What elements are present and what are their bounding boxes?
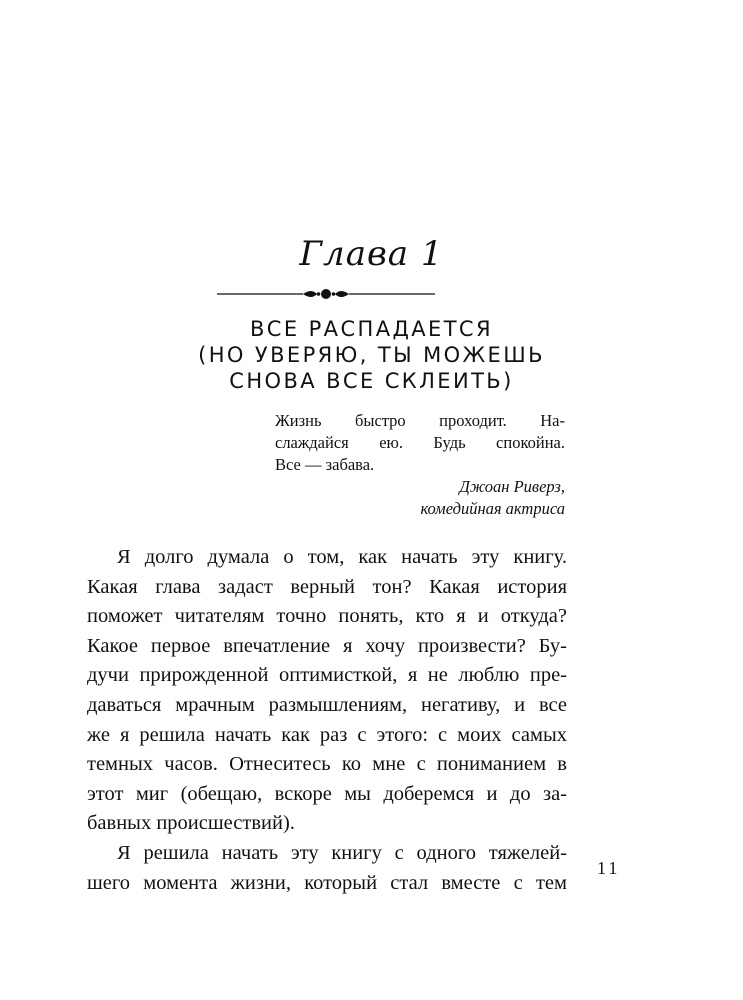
epigraph bbox=[275, 410, 565, 520]
chapter-label: Глава 1 bbox=[299, 234, 444, 274]
chapter-title bbox=[0, 316, 743, 394]
chapter-title-line: (НО УВЕРЯЮ, ТЫ МОЖЕШЬ bbox=[198, 343, 545, 367]
epigraph-quote-line: Жизнь быстро проходит. На- bbox=[275, 411, 565, 430]
chapter-title-line: ВСЕ РАСПАДАЕТСЯ bbox=[250, 317, 493, 341]
body-text bbox=[87, 543, 567, 898]
epigraph-quote-line: слаждайся ею. Будь спокойна. bbox=[275, 433, 565, 452]
body-line: Какая глава задаст верный тон? Какая история bbox=[87, 575, 567, 598]
body-line: шего момента жизни, который стал вместе с тем bbox=[87, 871, 567, 894]
body-line: темных часов. Отнеситесь ко мне с пониманием в bbox=[87, 753, 567, 776]
body-line: Какое первое впечатление я хочу произвести? Бу- bbox=[87, 634, 567, 657]
body-line: же я решила начать как раз с этого: с моих самых bbox=[87, 723, 567, 746]
body-line: этот миг (обещаю, вскоре мы доберемся и до за- bbox=[87, 782, 567, 805]
epigraph-author-name: Джоан Риверз, bbox=[459, 477, 565, 496]
page-number: 11 bbox=[597, 858, 621, 878]
epigraph-author-role: комедийная актриса bbox=[420, 499, 565, 518]
body-line: Я решила начать эту книгу с одного тяжелей- bbox=[117, 841, 567, 864]
body-line: дучи прирожденной оптимисткой, я не люблю пре- bbox=[87, 664, 567, 687]
body-line: даваться мрачным размышлениям, негативу, и все bbox=[87, 693, 567, 716]
body-line: поможет читателям точно понять, кто я и откуда? bbox=[87, 605, 567, 628]
body-line: бавных происшествий). bbox=[87, 812, 295, 835]
ornament-divider-icon bbox=[217, 284, 435, 304]
chapter-title-line: СНОВА ВСЕ СКЛЕИТЬ) bbox=[229, 369, 514, 393]
epigraph-quote-line: Все — забава. bbox=[275, 455, 375, 474]
body-line: Я долго думала о том, как начать эту книгу. bbox=[117, 546, 567, 568]
